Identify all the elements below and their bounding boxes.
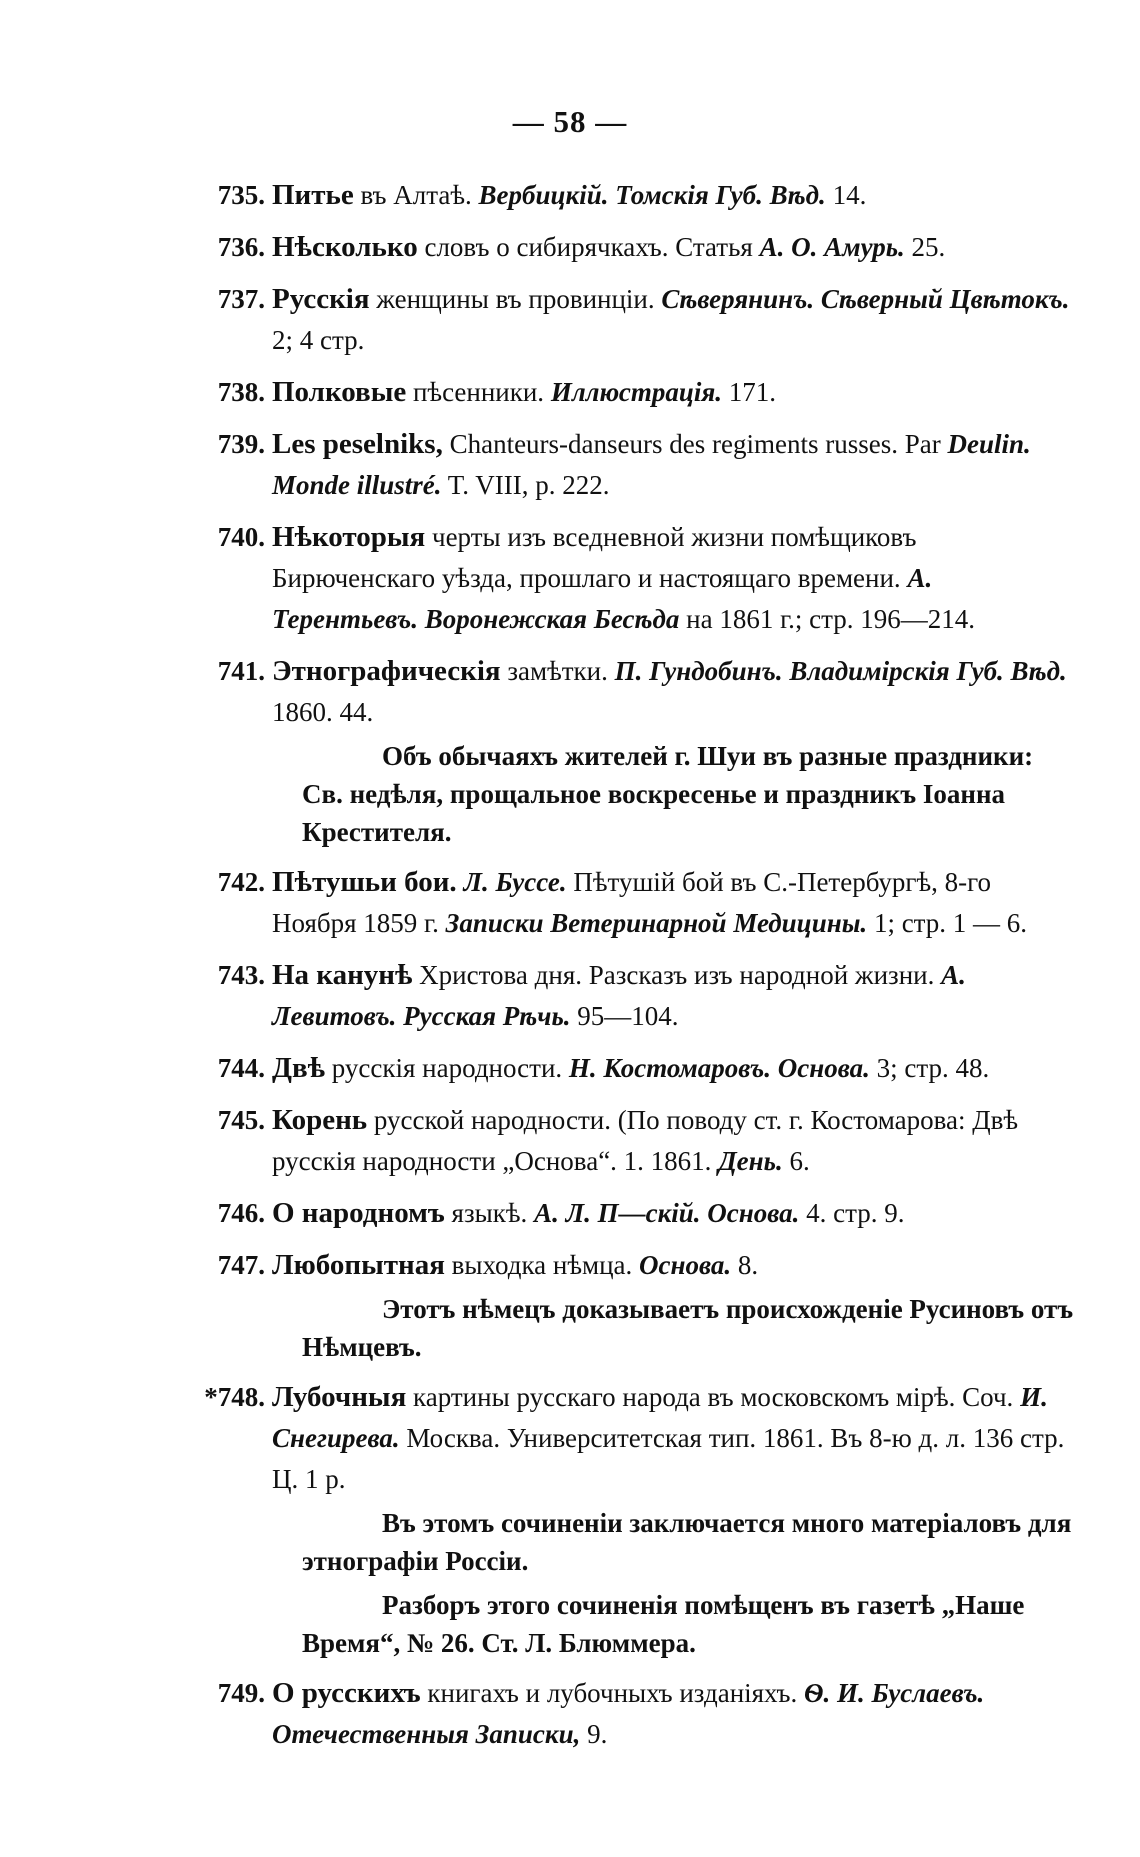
bibliography-list xyxy=(150,175,1080,1766)
bibliography-entry xyxy=(150,1245,1080,1366)
entry-annotation: Объ обычаяхъ жителей г. Шуи въ разные праздники: Св. недѣля, прощальное воскресенье и праздникъ Іоанна Крестителя. xyxy=(302,741,1034,847)
entry-body: языкѣ. xyxy=(444,1198,535,1228)
entry-annotation: Этотъ нѣмецъ доказываетъ происхожденіе Русиновъ отъ Нѣмцевъ. xyxy=(302,1294,1074,1362)
entry-number: 743. xyxy=(217,960,265,990)
entry-source: А. Терентьевъ. Воронежская Бесѣда xyxy=(272,563,933,634)
entry-source: А. О. Амурь. xyxy=(759,232,905,262)
entry-heading: Русскія xyxy=(272,283,370,315)
entry-source: Иллюстрація. xyxy=(550,377,723,407)
entry-text xyxy=(272,1250,758,1280)
entry-body: 25. xyxy=(904,232,946,262)
entry-heading: На канунѣ xyxy=(272,959,413,991)
entry-number: 741. xyxy=(217,656,265,686)
entry-number: 737. xyxy=(217,284,265,314)
entry-body: 1; стр. 1 — 6. xyxy=(867,908,1028,938)
entry-body: 6. xyxy=(782,1146,810,1176)
entry-source: А. Левитовъ. Русская Рѣчь. xyxy=(272,960,966,1031)
entry-body: 3; стр. 48. xyxy=(869,1053,990,1083)
entry-body: Христова дня. Разсказъ изъ народной жизни. xyxy=(412,960,942,990)
entry-source: Deulin. Monde illustré. xyxy=(272,429,1031,500)
entry-number: 740. xyxy=(217,522,265,552)
entry-body: T. VIII, p. 222. xyxy=(441,470,610,500)
bibliography-entry xyxy=(150,955,1080,1037)
page-number: — 58 — xyxy=(512,104,628,139)
entry-body: замѣтки. xyxy=(500,656,615,686)
bibliography-entry xyxy=(150,1100,1080,1182)
entry-body: 1860. 44. xyxy=(272,697,374,727)
entry-number: 747. xyxy=(217,1250,265,1280)
entry-annotation: Въ этомъ сочиненіи заключается много матеріаловъ для этнографіи Россіи. xyxy=(302,1508,1072,1576)
entry-body: въ Алтаѣ. xyxy=(353,180,479,210)
entry-source: А. Л. П—скій. Основа. xyxy=(534,1198,800,1228)
entry-text xyxy=(272,429,1031,500)
entry-annotation: Разборъ этого сочиненія помѣщенъ въ газетѣ „Наше Время“, № 26. Ст. Л. Блюммера. xyxy=(302,1590,1025,1658)
entry-heading: Полковые xyxy=(272,376,407,408)
entry-heading: Питье xyxy=(272,179,354,211)
entry-source: Записки Ветеринарной Медицины. xyxy=(445,908,868,938)
entry-source: П. Гундобинъ. Владимірскія Губ. Вѣд. xyxy=(614,656,1067,686)
entry-body: русскія народности. xyxy=(325,1053,569,1083)
entry-heading: Нѣкоторыя xyxy=(272,521,426,553)
entry-heading: О русскихъ xyxy=(272,1677,421,1709)
entry-body: 4. стр. 9. xyxy=(799,1198,905,1228)
bibliography-entry xyxy=(150,1048,1080,1089)
entry-number: 744. xyxy=(217,1053,265,1083)
entry-source: Л. Буссе. xyxy=(463,867,567,897)
entry-text xyxy=(272,656,1067,727)
entry-number: *748. xyxy=(204,1382,265,1412)
entry-body: пѣсенники. xyxy=(406,377,551,407)
entry-text xyxy=(272,1053,989,1083)
entry-heading: Нѣсколько xyxy=(272,231,418,263)
entry-heading: Этнографическія xyxy=(272,655,501,687)
bibliography-entry xyxy=(150,862,1080,944)
entry-body: словъ о сибирячкахъ. Статья xyxy=(417,232,760,262)
entry-number: 746. xyxy=(217,1198,265,1228)
bibliography-entry xyxy=(150,1193,1080,1234)
entry-number: 745. xyxy=(217,1105,265,1135)
entry-text xyxy=(272,960,966,1031)
bibliography-entry xyxy=(150,1377,1080,1662)
entry-body: картины русскаго народа въ московскомъ мірѣ. Соч. xyxy=(406,1382,1021,1412)
entry-heading: Пѣтушьи бои. xyxy=(272,866,457,898)
entry-text xyxy=(272,867,1027,938)
entry-text xyxy=(272,232,945,262)
entry-text xyxy=(272,1382,1064,1494)
entry-body: 9. xyxy=(580,1719,608,1749)
entry-number: 736. xyxy=(217,232,265,262)
bibliography-entry xyxy=(150,424,1080,506)
entry-source: День. xyxy=(718,1146,783,1176)
bibliography-entry xyxy=(150,1673,1080,1755)
entry-number: 742. xyxy=(217,867,265,897)
entry-source: Ѳ. И. Буслаевъ. Отечественныя Записки, xyxy=(272,1678,985,1749)
entry-text xyxy=(272,1105,1018,1176)
entry-number: 735. xyxy=(217,180,265,210)
entry-heading: Любопытная xyxy=(272,1249,445,1281)
bibliography-entry xyxy=(150,175,1080,216)
entry-text xyxy=(272,180,866,210)
entry-source: И. Снегирева. xyxy=(272,1382,1048,1453)
entry-body: черты изъ вседневной жизни помѣщиковъ Бирюченскаго уѣзда, прошлаго и настоящаго времени. xyxy=(272,522,917,593)
entry-body: женщины въ провинціи. xyxy=(369,284,662,314)
entry-body: русской народности. (По поводу ст. г. Костомарова: Двѣ русскія народности „Основа“. 1. 1861. xyxy=(272,1105,1019,1176)
bibliography-entry xyxy=(150,372,1080,413)
entry-source: Сѣверянинъ. Сѣверный Цвѣтокъ. xyxy=(661,284,1070,314)
entry-source: Н. Костомаровъ. Основа. xyxy=(568,1053,870,1083)
entry-heading: Корень xyxy=(272,1104,368,1136)
entry-body: выходка нѣмца. xyxy=(444,1250,640,1280)
entry-number: 749. xyxy=(217,1678,265,1708)
entry-body: Chanteurs-danseurs des regiments russes. Par xyxy=(442,429,948,459)
entry-text xyxy=(272,522,975,634)
entry-text xyxy=(272,377,776,407)
entry-heading: Двѣ xyxy=(272,1052,326,1084)
entry-text xyxy=(272,1198,905,1228)
bibliography-entry xyxy=(150,279,1080,361)
bibliography-entry xyxy=(150,651,1080,851)
entry-text xyxy=(272,284,1070,355)
entry-number: 739. xyxy=(217,429,265,459)
entry-heading: Les peselniks, xyxy=(272,428,443,460)
entry-number: 738. xyxy=(217,377,265,407)
entry-source: Вербицкій. Томскія Губ. Вѣд. xyxy=(478,180,826,210)
entry-body: на 1861 г.; стр. 196—214. xyxy=(679,604,975,634)
bibliography-entry xyxy=(150,517,1080,640)
entry-body: Пѣтушій бой въ С.-Петербургѣ, 8-го Ноября 1859 г. xyxy=(272,867,992,938)
entry-body: 8. xyxy=(731,1250,759,1280)
entry-body: 2; 4 стр. xyxy=(272,325,365,355)
entry-body: 14. xyxy=(825,180,867,210)
entry-body: 171. xyxy=(722,377,777,407)
entry-heading: Лубочныя xyxy=(272,1381,407,1413)
bibliography-entry xyxy=(150,227,1080,268)
entry-heading: О народномъ xyxy=(272,1197,445,1229)
entry-text xyxy=(272,1678,984,1749)
entry-body: книгахъ и лубочныхъ изданіяхъ. xyxy=(420,1678,804,1708)
entry-source: Основа. xyxy=(639,1250,732,1280)
entry-body: 95—104. xyxy=(570,1001,679,1031)
entry-body: Москва. Университетская тип. 1861. Въ 8-ю д. л. 136 стр. Ц. 1 р. xyxy=(272,1423,1065,1494)
